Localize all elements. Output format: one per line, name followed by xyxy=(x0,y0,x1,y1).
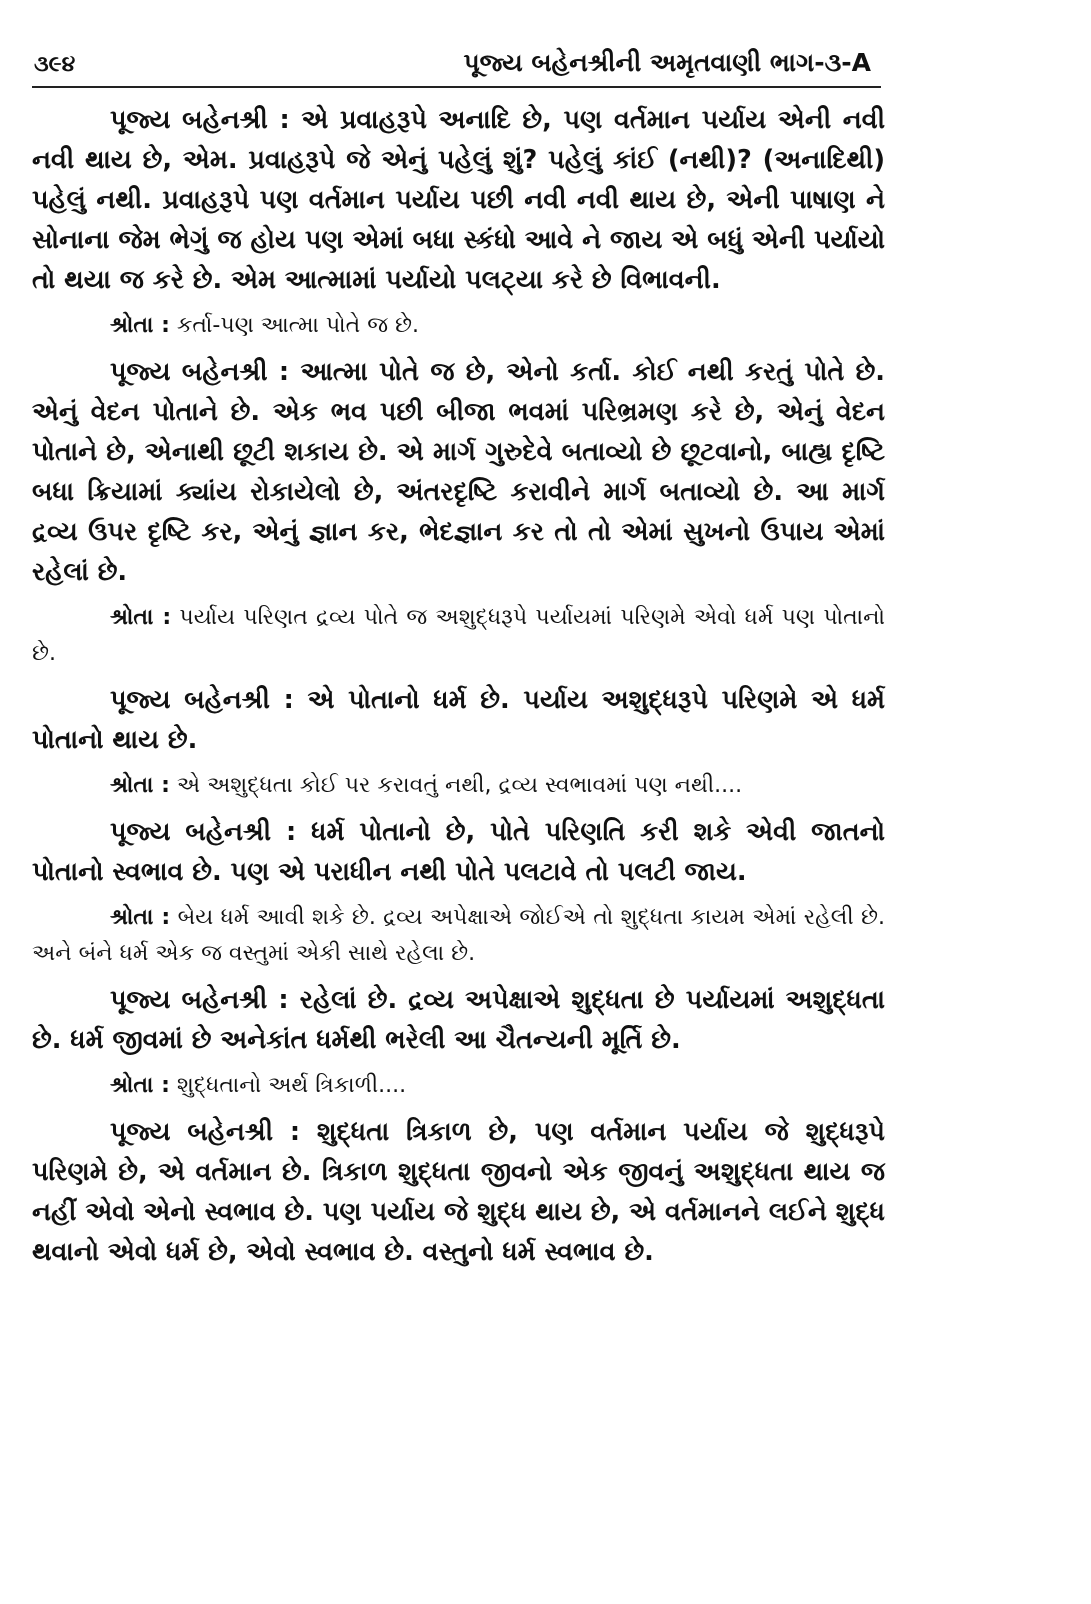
speaker-label: પૂજ્ય બહેનશ્રી : xyxy=(110,1117,301,1147)
dialogue-paragraph xyxy=(32,352,885,592)
paragraph-text: રહેલાં છે. દ્રવ્ય અપેક્ષાએ શુદ્ધતા છે પર્યાયમાં અશુદ્ધતા છે. ધર્મ જીવમાં છે અનેકાંત ધર્મથી ભરેલી આ ચૈતન્યની મૂર્તિ છે. xyxy=(32,985,885,1055)
speaker-label: પૂજ્ય બહેનશ્રી : xyxy=(110,985,289,1015)
paragraph-text: કર્તા-પણ આત્મા પોતે જ છે. xyxy=(176,313,420,338)
dialogue-paragraph xyxy=(32,812,885,892)
speaker-label: પૂજ્ય બહેનશ્રી : xyxy=(110,817,297,847)
paragraph-text: ધર્મ પોતાનો છે, પોતે પરિણતિ કરી શકે એવી જાતનો પોતાનો સ્વભાવ છે. પણ એ પરાધીન નથી પોતે પલટાવે તો પલટી જાય. xyxy=(32,817,885,887)
page-body xyxy=(32,100,885,1280)
page-number: ૩૯૪ xyxy=(34,52,76,77)
paragraph-text: શુદ્ધતા ત્રિકાળ છે, પણ વર્તમાન પર્યાય જે શુદ્ધરૂપે પરિણમે છે, એ વર્તમાન છે. ત્રિકાળ શુદ્ધતા જીવનો એક જીવનું અશુદ્ધતા થાય જ નહીં એવો એનો સ્વભાવ છે. પણ પર્યાય જે શુદ્ધ થાય છે, એ વર્તમાનને લઈને શુદ્ધ થવાનો એવો ધર્મ છે, એવો સ્વભાવ છે. વસ્તુનો ધર્મ સ્વભાવ છે. xyxy=(32,1117,885,1267)
dialogue-paragraph xyxy=(32,980,885,1060)
speaker-label: પૂજ્ય બહેનશ્રી : xyxy=(110,685,294,715)
dialogue-paragraph xyxy=(32,600,885,672)
dialogue-paragraph xyxy=(32,308,885,344)
paragraph-text: એ પોતાનો ધર્મ છે. પર્યાય અશુદ્ધરૂપે પરિણમે એ ધર્મ પોતાનો થાય છે. xyxy=(32,685,885,755)
dialogue-paragraph xyxy=(32,768,885,804)
speaker-label: પૂજ્ય બહેનશ્રી : xyxy=(110,357,290,387)
speaker-label: શ્રોતા : xyxy=(110,605,172,630)
page-header xyxy=(32,44,881,88)
dialogue-paragraph xyxy=(32,900,885,972)
dialogue-paragraph xyxy=(32,680,885,760)
paragraph-text: એ પ્રવાહરૂપે અનાદિ છે, પણ વર્તમાન પર્યાય એની નવી નવી થાય છે, એમ. પ્રવાહરૂપે જે એનું પહેલું શું? પહેલું કાંઈ (નથી)? (અનાદિથી) પહેલું નથી. પ્રવાહરૂપે પણ વર્તમાન પર્યાય પછી નવી નવી થાય છે, એની પાષાણ ને સોનાના જેમ ભેગું જ હોય પણ એમાં બધા સ્કંધો આવે ને જાય એ બધું એની પર્યાયો તો થયા જ કરે છે. એમ આત્મામાં પર્યાયો પલટ્યા કરે છે વિભાવની. xyxy=(32,105,885,295)
paragraph-text: આત્મા પોતે જ છે, એનો કર્તા. કોઈ નથી કરતું પોતે છે. એનું વેદન પોતાને છે. એક ભવ પછી બીજા ભવમાં પરિભ્રમણ કરે છે, એનું વેદન પોતાને છે, એનાથી છૂટી શકાય છે. એ માર્ગ ગુરુદેવે બતાવ્યો છે છૂટવાનો, બાહ્ય દૃષ્ટિ બધા ક્રિયામાં ક્યાંય રોકાયેલો છે, અંતરદૃષ્ટિ કરાવીને માર્ગ બતાવ્યો છે. આ માર્ગ દ્રવ્ય ઉપર દૃષ્ટિ કર, એનું જ્ઞાન કર, ભેદજ્ઞાન કર તો તો એમાં સુખનો ઉપાય એમાં રહેલાં છે. xyxy=(32,357,885,587)
speaker-label: શ્રોતા : xyxy=(110,773,170,798)
speaker-label: શ્રોતા : xyxy=(110,313,170,338)
speaker-label: પૂજ્ય બહેનશ્રી : xyxy=(110,105,290,135)
paragraph-text: શુદ્ધતાનો અર્થ ત્રિકાળી.... xyxy=(176,1073,407,1098)
running-title: પૂજ્ય બહેનશ્રીની અમૃતવાણી ભાગ-૩-A xyxy=(463,48,871,77)
speaker-label: શ્રોતા : xyxy=(110,905,171,930)
dialogue-paragraph xyxy=(32,100,885,300)
paragraph-text: પર્યાય પરિણત દ્રવ્ય પોતે જ અશુદ્ધરૂપે પર્યાયમાં પરિણમે એવો ધર્મ પણ પોતાનો છે. xyxy=(32,605,885,666)
paragraph-text: એ અશુદ્ધતા કોઈ પર કરાવતું નથી, દ્રવ્ય સ્વભાવમાં પણ નથી.... xyxy=(176,773,743,798)
paragraph-text: બેય ધર્મ આવી શકે છે. દ્રવ્ય અપેક્ષાએ જોઈએ તો શુદ્ધતા કાયમ એમાં રહેલી છે. અને બંને ધર્મ એક જ વસ્તુમાં એકી સાથે રહેલા છે. xyxy=(32,905,885,966)
dialogue-paragraph xyxy=(32,1068,885,1104)
dialogue-paragraph xyxy=(32,1112,885,1272)
speaker-label: શ્રોતા : xyxy=(110,1073,170,1098)
